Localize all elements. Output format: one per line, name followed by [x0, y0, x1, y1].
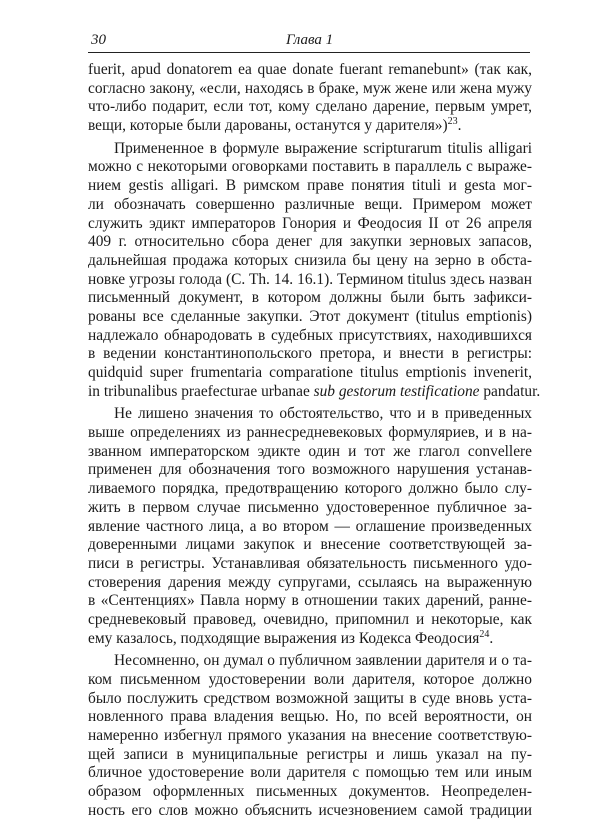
text-span: pandatur. — [479, 382, 541, 400]
text-line: Не лишено значения то обстоятельство, что и в приведенных — [114, 405, 532, 423]
text-line: было послужить средством возможной защиты в суде вновь уста- — [88, 689, 532, 707]
paragraph-3 — [88, 405, 532, 648]
text-line: новке угрозы голода (C. Th. 14. 16.1). Термином titulus здесь назван — [88, 270, 532, 288]
italic-phrase: sub gestorum testificatione — [313, 382, 480, 400]
paragraph-2 — [88, 139, 541, 402]
text-line: Примененное в формуле выражение scripturarum titulis alligari — [114, 139, 532, 157]
paragraph-4 — [88, 652, 532, 820]
text-line: Несомненно, он думал о публичном заявлении дарителя и о та- — [114, 652, 532, 670]
text-line: quidquid super frumentaria comparatione titulus emptionis invenerit, — [88, 364, 532, 381]
text-line: вещи, которые были дарованы, останутся у дарителя»)$^{23}$. — [88, 115, 462, 135]
text-line — [88, 382, 541, 402]
text-line: письменный документ, в котором должны были быть зафикси- — [88, 289, 532, 307]
text-line: доверенными лицами закупок и внесение соответствующей за- — [88, 536, 532, 554]
text-line: новленного права владения вещью. Но, по всей вероятности, он — [88, 708, 532, 726]
text-span: вещи, которые были дарованы, останутся у дарителя») — [88, 117, 448, 135]
text-line: средневековый правовед, очевидно, припомнил и некоторые, как — [88, 610, 532, 628]
text-line: жить в первом случае письменно удостоверенное публичное за- — [88, 498, 532, 516]
text-line: ему казалось, подходящие выражения из Кодекса Феодосия$^{24}$. — [88, 628, 494, 647]
text-line: щей записи в муниципальные регистры и лишь указал на пу- — [88, 745, 532, 763]
text-line: можно с некоторыми оговорками поставить в параллель с выраже- — [88, 158, 532, 176]
text-line: что-либо подарит, если тот, кому сделано дарение, первым умрет, — [88, 98, 532, 116]
text-line: стоверения дарения между супругами, ссылаясь на выраженную — [88, 573, 532, 591]
text-line: дальнейшая продажа которых снизила бы цену на зерно в обста- — [88, 251, 532, 269]
text-line: званном императорском эдикте один и тот же глагол convellere — [88, 442, 532, 460]
text-line: ли обозначать совершенно различные вещи. Примером может — [88, 195, 532, 213]
text-line: явление частного лица, а во втором — оглашение произведенных — [88, 517, 532, 535]
text-line: нием gestis alligari. В римском праве понятия tituli и gesta мог- — [88, 177, 532, 195]
text-line: в «Сентенциях» Павла норму в отношении таких дарений, ранне- — [88, 592, 532, 610]
page-number: 30 — [91, 32, 106, 48]
text-span: ему казалось, подходящие выражения из Кодекса Феодосия — [88, 629, 480, 647]
text-line: служить эдикт императоров Гонория и Феодосия II от 26 апреля — [88, 214, 532, 232]
text-line: писи в регистры. Устанавливая обязательность письменного удо- — [88, 554, 532, 572]
chapter-title: Глава 1 — [286, 32, 334, 48]
text-line: ком письменном удостоверении воли дарителя, которое должно — [88, 671, 532, 688]
running-header — [91, 30, 528, 52]
text-line: 409 г. относительно сбора денег для закупки зерновых запасов, — [88, 233, 532, 251]
header-rule — [88, 52, 530, 53]
text-line: в ведении константинопольского претора, и внести в регистры: — [88, 345, 532, 363]
text-line: fuerit, apud donatorem ea quae donate fuerant remanebunt» (так как, — [88, 61, 532, 78]
text-span: in tribunalibus praefecturae urbanae — [88, 382, 314, 400]
footnote-marker: 23 — [447, 115, 458, 127]
page-body — [88, 61, 541, 821]
text-line: согласно закону, «если, находясь в браке, муж жене или жена мужу — [88, 79, 532, 97]
paragraph-1 — [88, 61, 532, 136]
text-line: надлежало обнародовать в судебных присутствиях, находившиxся — [88, 326, 532, 344]
text-line: ность его слов можно объяснить исчезновением самой традиции — [88, 801, 532, 819]
text-line: намеренно избегнул прямого указания на внесение соответствую- — [88, 727, 532, 745]
text-line: рованы все сделанные закупки. Этот документ (titulus emptionis) — [88, 307, 532, 325]
footnote-marker: 24 — [479, 628, 490, 640]
text-line: выше определениях из раннесредневековых формуляриев, и в на- — [88, 424, 532, 442]
text-line: применен для обозначения того возможного нарушения устанав- — [88, 461, 532, 479]
text-line: ливаемого порядка, предотвращению которого должно было слу- — [88, 480, 532, 498]
text-line: образом оформленных письменных документов. Неопределен- — [88, 783, 532, 801]
text-line: бличное удостоверение воли дарителя с помощью тем или иным — [88, 764, 532, 782]
